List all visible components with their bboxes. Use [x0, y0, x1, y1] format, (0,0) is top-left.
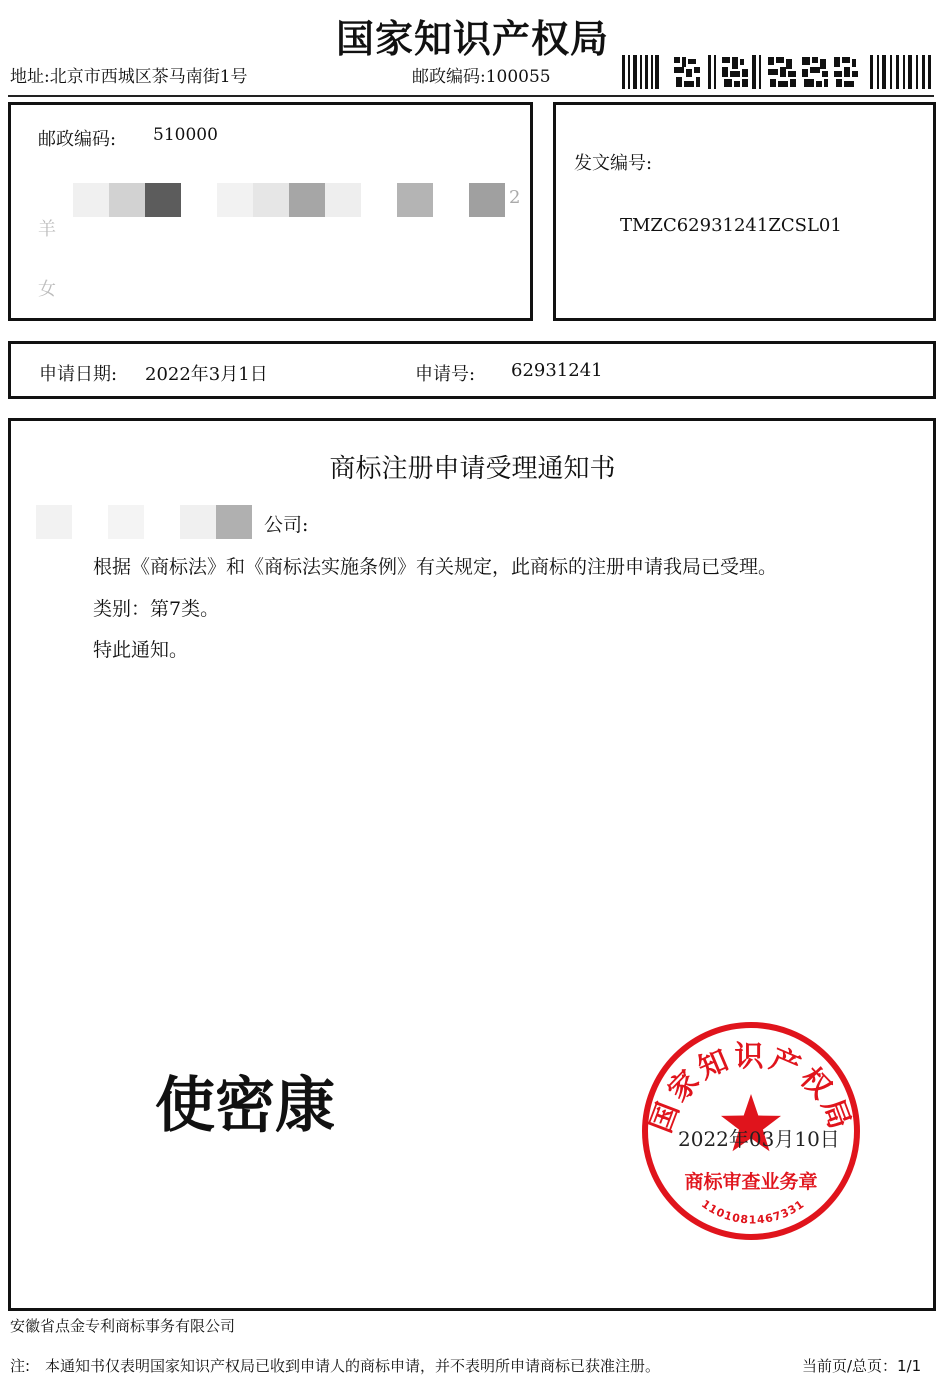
recipient-postal-value: 510000 — [153, 125, 218, 145]
seal-center-text: 商标审查业务章 — [684, 1171, 818, 1193]
footer-note: 注: 本通知书仅表明国家知识产权局已收到申请人的商标申请，并不表明所申请商标已获准注册。 — [10, 1357, 661, 1375]
application-date-value: 2022年3月1日 — [145, 364, 268, 385]
office-address: 地址:北京市西城区茶马南街1号 — [10, 67, 248, 87]
application-number-value: 62931241 — [511, 360, 603, 381]
seal-number: 1101081467331 — [698, 1197, 808, 1227]
notice-title: 商标注册申请受理通知书 — [329, 454, 616, 484]
page-indicator: 当前页/总页：1/1 — [802, 1357, 922, 1375]
notice-category: 类别：第7类。 — [93, 598, 220, 620]
application-info-box — [8, 341, 936, 399]
office-title: 国家知识产权局 — [335, 17, 609, 61]
svg-text:1101081467331 — [699, 1197, 807, 1226]
notice-body: 根据《商标法》和《商标法实施条例》有关规定，此商标的注册申请我局已受理。 — [93, 556, 778, 578]
seal-arc-text: 国家知识产权局 — [643, 1039, 859, 1137]
header-rule — [8, 95, 934, 97]
recipient-postal-label: 邮政编码: — [38, 129, 117, 150]
agency-name: 安徽省点金专利商标事务有限公司 — [10, 1317, 236, 1335]
addressee-suffix: 公司: — [264, 514, 309, 536]
document-number-value: TMZC62931241ZCSL01 — [620, 215, 842, 236]
recipient-box — [8, 102, 533, 321]
notice-closing: 特此通知。 — [93, 639, 189, 661]
document-number-box — [553, 102, 936, 321]
name-fragment: 羊 — [38, 219, 56, 240]
application-number-label: 申请号: — [415, 364, 476, 385]
barcode-image — [622, 55, 932, 89]
signer-name: 使密康 — [155, 1071, 335, 1141]
application-date-label: 申请日期: — [39, 364, 118, 385]
address-fragment: 2 — [509, 187, 521, 208]
document-number-label: 发文编号: — [574, 153, 653, 174]
office-postal-code: 邮政编码:100055 — [412, 67, 551, 87]
notice-date: 2022年03月10日 — [678, 1127, 840, 1151]
name-fragment-2: 女 — [38, 279, 56, 300]
